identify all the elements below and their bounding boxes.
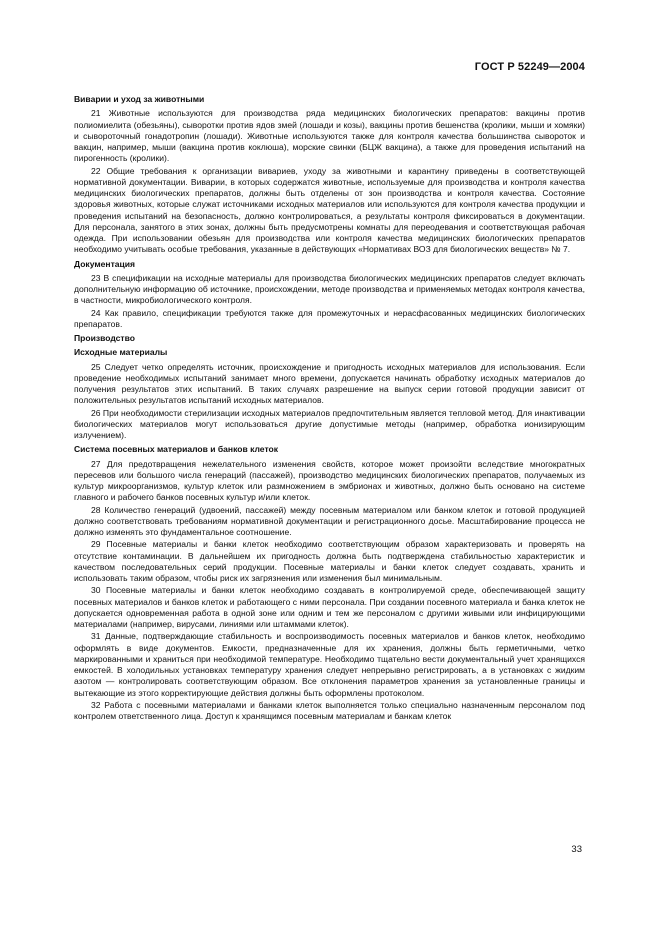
paragraph-24: 24 Как правило, спецификации требуются также для промежуточных и нерасфасованных медицинских биологических препаратов. [74,307,585,329]
heading-seed-lots: Система посевных материалов и банков клеток [74,444,279,455]
heading-documentation: Документация [74,258,136,269]
paragraph-31: 31 Данные, подтверждающие стабильность и воспроизводимость посевных материалов и банков клеток, необходимо оформлять в виде документов. Емкости, предназначенные для их хранения, должны быть герметичными, четко маркированными и храниться при необходимой температуре. Необходимо тщательно вести документальный учет хранящихся емкостей. В холодильных установках температуру хранения следует непрерывно регистрировать, а в установках с жидким азотом — контролировать соответствующим образом. Все отклонения параметров хранения за установленные границы и вытекающие из этого корректирующие действия должны быть оформлены протоколом. [74,631,585,698]
paragraph-22: 22 Общие требования к организации вивариев, уходу за животными и карантину приведены в соответствующей нормативной документации. Виварии, в которых содержатся животные, используемые для производства и контроля качества медицинских биологических препаратов, должны быть отделены от зон производства и контроля качества. Состояние здоровья животных, которые служат источниками исходных материалов или используются для контроля качества продукции и проведения испытаний на безопасность, должно контролироваться, а результаты контроля фиксироваться в документации. Для персонала, занятого в этих зонах, должны быть предусмотрены комнаты для переодевания и соответствующая рабочая одежда. При использовании обезьян для производства или контроля качества медицинских биологических препаратов необходимо учитывать особые требования, указанные в действующих «Нормативах ВОЗ для биологических веществ» № 7. [74,165,585,255]
heading-production: Производство [74,333,135,343]
paragraph-28: 28 Количество генераций (удвоений, пассажей) между посевным материалом или банком клеток и готовой продукцией должно соответствовать требованиям нормативной документации и регистрационного досье. Масштабирование процесса не должно изменять это фундаментальное соотношение. [74,504,585,537]
paragraph-29: 29 Посевные материалы и банки клеток необходимо соответствующим образом характеризовать и проверять на отсутствие контаминации. В дальнейшем их пригодность должна быть подтверждена стабильностью характеристик и качеством последовательных серий продукции. Посевные материалы и банки клеток следует создавать, хранить и использовать таким образом, чтобы риск их загрязнения или изменения был минимальным. [74,539,585,583]
paragraph-30: 30 Посевные материалы и банки клеток необходимо создавать в контролируемой среде, обеспечивающей защиту посевных материалов и банков клеток и работающего с ними персонала. При создании посевного материала и банка клеток не допускается одновременная работа в одной зоне или одним и тем же персоналом с другими живыми или инфицирующими материалами (например, вирусами, линиями или штаммами клеток). [74,585,585,629]
paragraph-26: 26 При необходимости стерилизации исходных материалов предпочтительным является тепловой метод. Для инактивации биологических материалов могут использоваться другие допустимые методы (например, обработка ионизирующим излучением). [74,407,585,440]
heading-vivarii: Виварии и уход за животными [74,94,205,104]
paragraph-25: 25 Следует четко определять источник, происхождение и пригодность исходных материалов для использования. Если проведение необходимых испытаний занимает много времени, допускается начинать обработку исходных материалов до получения результатов этих испытаний. В таких случаях разрешение на выпуск серии готовой продукции зависит от положительных результатов испытаний исходных материалов. [74,361,585,406]
document-body [74,91,585,723]
paragraph-27: 27 Для предотвращения нежелательного изменения свойств, которое может произойти вследствие многократных пересевов или большого числа генераций (пассажей), производство медицинских биологических препаратов, получаемых из культур микроорганизмов, культур клеток или размножением в эмбрионах и животных, должно быть основано на системе главного и рабочего банков посевных культур и/или клеток. [74,458,585,503]
paragraph-23: 23 В спецификации на исходные материалы для производства биологических медицинских препаратов следует включать дополнительную информацию об источнике, происхождении, методе производства и применяемых методах контроля качества, в частности, микробиологического контроля. [74,272,585,306]
standard-number: ГОСТ Р 52249—2004 [474,61,585,73]
paragraph-21: 21 Животные используются для производства ряда медицинских биологических препаратов: вакцины против полиомиелита (обезьяны), сыворотки против ядов змей (лошади и козы), вакцины против бешенства (кролики, мыши и хомяки) и сывороточный гонадотропин (лошади). Животные используются также для контроля качества большинства сывороток и вакцин, например, мыши (вакцина против коклюша), морские свинки (БЦЖ вакцина), а также для проведения испытаний на пирогенность (кролики). [74,108,585,164]
paragraph-32: 32 Работа с посевными материалами и банками клеток выполняется только специально назначенным персоналом под контролем ответственного лица. Доступ к хранящимся посевным материалам и банкам клеток [74,699,585,721]
heading-starting-materials: Исходные материалы [74,347,168,358]
page-number: 33 [571,844,582,855]
